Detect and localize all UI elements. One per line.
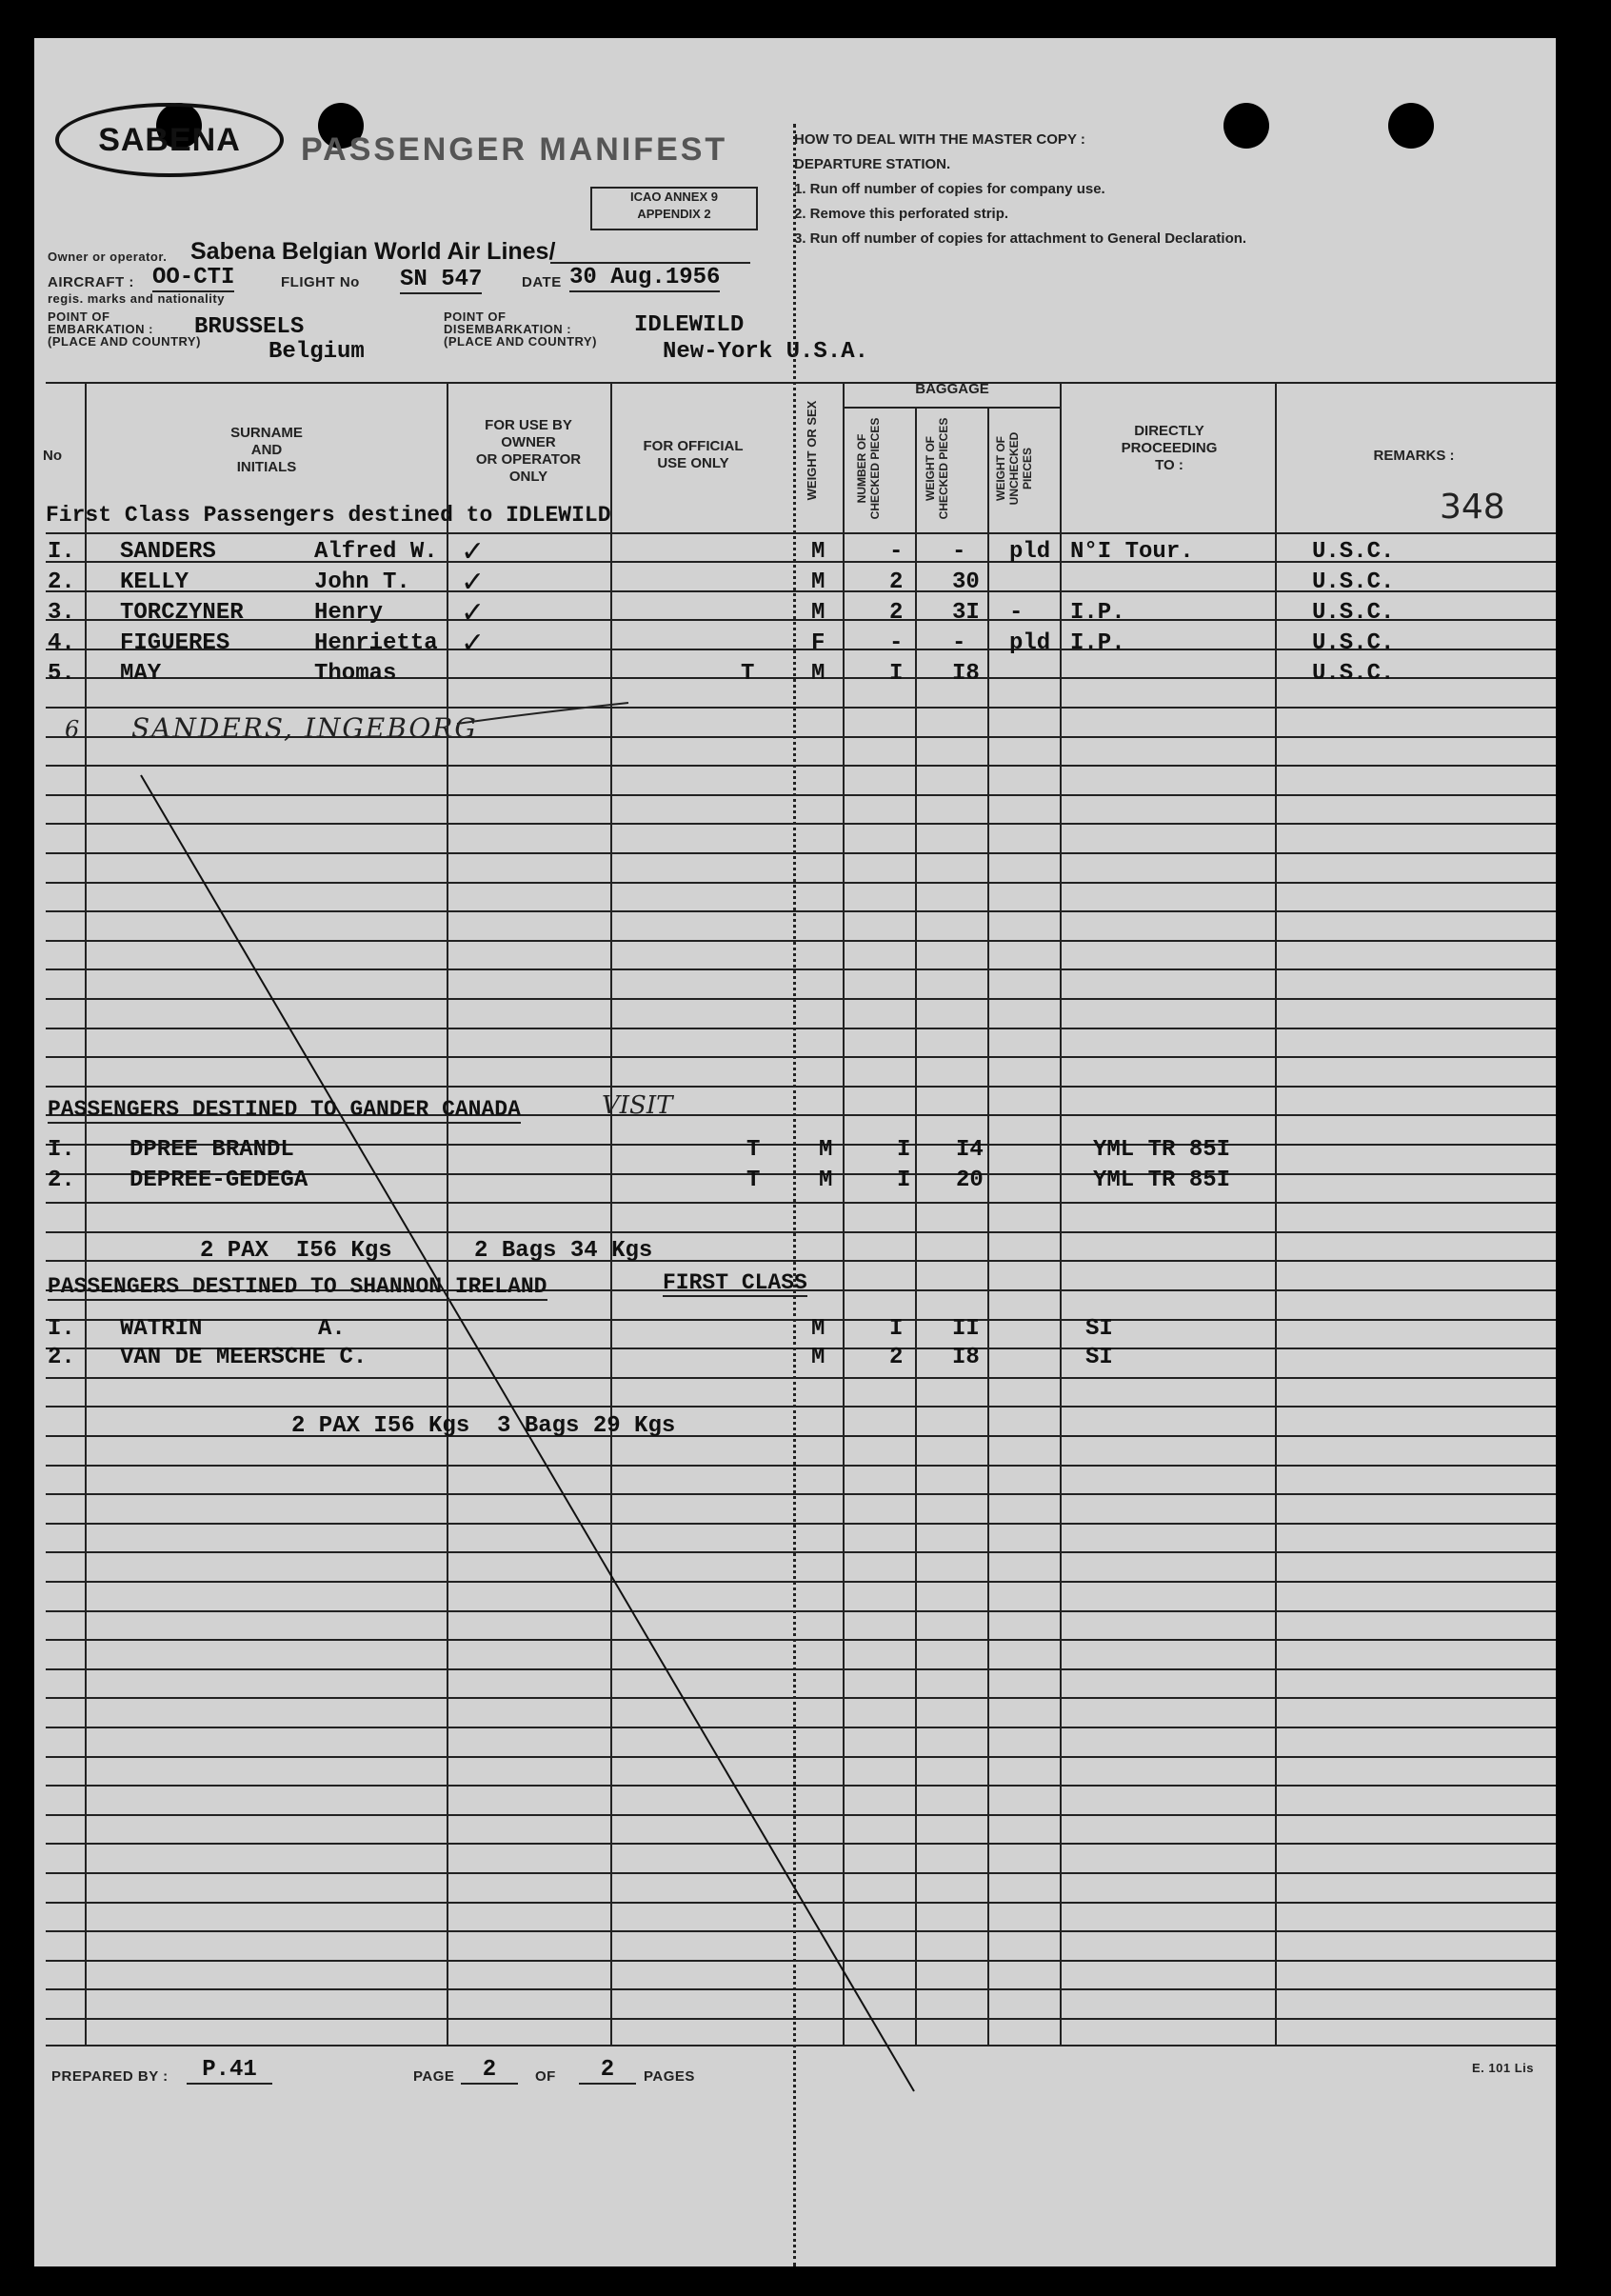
embark-label-line: EMBARKATION : (48, 322, 153, 336)
hdr-line: AND (250, 442, 283, 458)
aircraft-sub: regis. marks and nationality (48, 291, 225, 306)
pages-label: PAGES (644, 2068, 695, 2085)
section1-title: First Class Passengers destined to IDLEWILD (46, 503, 611, 528)
row-number: I. (48, 539, 75, 565)
embark-label-line: POINT OF (48, 309, 110, 324)
form-code: E. 101 Lis (1472, 2061, 1534, 2075)
passenger-initials: Henrietta (314, 630, 438, 656)
hdr-line: USE ONLY (657, 455, 729, 471)
checked-weight: - (952, 630, 966, 656)
instructions-title: HOW TO DEAL WITH THE MASTER COPY : (794, 131, 1085, 148)
embark-country: Belgium (268, 339, 365, 365)
passenger-surname: KELLY (120, 569, 189, 595)
section2-hand-note: VISIT (602, 1091, 673, 1120)
of-value: 2 (579, 2057, 636, 2085)
handwritten-page-number: 348 (1440, 488, 1505, 527)
disembark-country: New-York U.S.A. (663, 339, 869, 365)
hdr-line: FOR OFFICIAL (643, 438, 744, 454)
passenger-sex: M (811, 661, 825, 687)
owner-value: Sabena Belgian World Air Lines/ (190, 238, 556, 265)
passenger-surname: MAY (120, 661, 162, 687)
owner-check-mark: ✓ (461, 566, 486, 599)
flight-label: FLIGHT No (281, 274, 360, 290)
proceeding-to: YML TR 85I (1093, 1168, 1231, 1193)
disembark-label-line: POINT OF (444, 309, 507, 324)
checked-weight: I8 (952, 661, 980, 687)
owner-label: Owner or operator. (48, 250, 168, 264)
hand-row-no: 6 (65, 716, 80, 743)
remarks: U.S.C. (1312, 600, 1395, 626)
passenger-surname: WATRIN (120, 1316, 203, 1342)
embark-label-line: (PLACE AND COUNTRY) (48, 334, 201, 349)
hdr-line: ONLY (508, 469, 548, 485)
checked-weight: I4 (956, 1137, 984, 1163)
checked-weight: II (952, 1316, 980, 1342)
row-number: 2. (48, 1168, 75, 1193)
row-number: 3. (48, 600, 75, 626)
passenger-initials: Alfred W. (314, 539, 438, 565)
passenger-sex: M (811, 569, 825, 595)
hdr-line: TO : (1155, 457, 1183, 473)
section2-summary: 2 PAX I56 Kgs 2 Bags 34 Kgs (200, 1238, 653, 1264)
proceeding-to: SI (1085, 1345, 1113, 1370)
proceeding-to: SI (1085, 1316, 1113, 1342)
checked-pieces: - (889, 539, 904, 565)
hdr-line: FOR USE BY (485, 417, 572, 433)
passenger-surname: TORCZYNER (120, 600, 244, 626)
aircraft-label: AIRCRAFT : (48, 274, 134, 290)
passenger-name: DPREE BRANDL (129, 1137, 294, 1163)
instruction-2: 2. Remove this perforated strip. (794, 206, 1009, 222)
date-value: 30 Aug.1956 (569, 265, 721, 290)
checked-weight: 30 (952, 569, 980, 595)
checked-weight: I8 (952, 1345, 980, 1370)
disembark-city: IDLEWILD (634, 312, 745, 338)
checked-weight: - (952, 539, 966, 565)
of-label: OF (535, 2068, 556, 2085)
col-wt-unchecked-header: WEIGHT OF UNCHECKED PIECES (994, 431, 1034, 506)
col-num-checked-header: NUMBER OF CHECKED PIECES (855, 417, 882, 520)
date-label: DATE (522, 274, 562, 290)
aircraft-value: OO-CTI (152, 265, 235, 290)
instruction-1: 1. Run off number of copies for company use. (794, 181, 1105, 197)
passenger-sex: M (819, 1168, 833, 1193)
hdr-line: OWNER (501, 434, 556, 450)
remarks: U.S.C. (1312, 569, 1395, 595)
proceeding-to: I.P. (1070, 600, 1125, 626)
baggage-header: BAGGAGE (915, 381, 989, 397)
official-use-mark: T (741, 661, 755, 687)
checked-pieces: 2 (889, 600, 904, 626)
passenger-sex: F (811, 630, 825, 656)
row-number: 5. (48, 661, 75, 687)
proceeding-to: N°I Tour. (1070, 539, 1194, 565)
passenger-sex: M (811, 600, 825, 626)
passenger-sex: M (819, 1137, 833, 1163)
disembark-label-line: (PLACE AND COUNTRY) (444, 334, 597, 349)
page-label: PAGE (413, 2068, 455, 2085)
checked-pieces: 2 (889, 569, 904, 595)
hdr-line: PROCEEDING (1121, 440, 1218, 456)
passenger-initials: Thomas (314, 661, 397, 687)
passenger-surname: SANDERS (120, 539, 216, 565)
col-no-header: No (43, 448, 62, 464)
embark-city: BRUSSELS (194, 314, 305, 340)
handwritten-strike (448, 686, 638, 743)
unchecked-weight: pld (1009, 539, 1051, 565)
owner-check-mark: ✓ (461, 596, 486, 629)
page-value: 2 (461, 2057, 518, 2085)
passenger-sex: M (811, 1316, 825, 1342)
passenger-sex: M (811, 1345, 825, 1370)
col-sex-header: WEIGHT OR SEX (805, 400, 819, 501)
row-number: I. (48, 1137, 75, 1163)
flight-value: SN 547 (400, 267, 483, 292)
hdr-line: INITIALS (236, 459, 297, 475)
disembark-label-line: DISEMBARKATION : (444, 322, 572, 336)
annex-line: ICAO ANNEX 9 (630, 190, 718, 204)
row-number: 4. (48, 630, 75, 656)
instructions-sub: DEPARTURE STATION. (794, 156, 951, 172)
row-number: I. (48, 1316, 75, 1342)
passenger-initials: A. (318, 1316, 346, 1342)
section3-title2: FIRST CLASS (663, 1270, 807, 1295)
col-remarks-header: REMARKS : (1373, 448, 1455, 464)
unchecked-weight: - (1009, 600, 1024, 626)
checked-weight: 20 (956, 1168, 984, 1193)
proceeding-to: YML TR 85I (1093, 1137, 1231, 1163)
checked-pieces: I (897, 1168, 911, 1193)
checked-pieces: - (889, 630, 904, 656)
passenger-surname: VAN DE MEERSCHE C. (120, 1345, 368, 1370)
official-use-mark: T (746, 1168, 761, 1193)
passenger-initials: Henry (314, 600, 384, 626)
col-wt-checked-header: WEIGHT OF CHECKED PIECES (924, 417, 950, 520)
section2-title: PASSENGERS DESTINED TO GANDER CANADA (48, 1097, 521, 1122)
hdr-line: SURNAME (230, 425, 303, 441)
remarks: U.S.C. (1312, 539, 1395, 565)
hdr-line: OR OPERATOR (475, 451, 582, 468)
row-number: 2. (48, 569, 75, 595)
official-use-mark: T (746, 1137, 761, 1163)
checked-pieces: 2 (889, 1345, 904, 1370)
annex-line: APPENDIX 2 (637, 207, 711, 221)
checked-pieces: I (897, 1137, 911, 1163)
passenger-name: DEPREE-GEDEGA (129, 1168, 308, 1193)
owner-check-mark: ✓ (461, 627, 486, 660)
passenger-initials: John T. (314, 569, 410, 595)
hand-row-name: SANDERS, INGEBORG (131, 712, 478, 744)
section3-summary: 2 PAX I56 Kgs 3 Bags 29 Kgs (291, 1413, 676, 1439)
owner-check-mark: ✓ (461, 535, 486, 569)
checked-weight: 3I (952, 600, 980, 626)
passenger-surname: FIGUERES (120, 630, 230, 656)
checked-pieces: I (889, 1316, 904, 1342)
remarks: U.S.C. (1312, 630, 1395, 656)
prepared-label: PREPARED BY : (51, 2068, 169, 2085)
sabena-logo: SABENA (55, 103, 284, 177)
hdr-line: DIRECTLY (1134, 423, 1204, 439)
passenger-sex: M (811, 539, 825, 565)
unchecked-weight: pld (1009, 630, 1051, 656)
instruction-3: 3. Run off number of copies for attachment to General Declaration. (794, 230, 1247, 247)
proceeding-to: I.P. (1070, 630, 1125, 656)
prepared-value: P.41 (187, 2057, 272, 2085)
checked-pieces: I (889, 661, 904, 687)
row-number: 2. (48, 1345, 75, 1370)
form-title: PASSENGER MANIFEST (301, 131, 728, 168)
section3-title: PASSENGERS DESTINED TO SHANNON IRELAND (48, 1274, 547, 1299)
remarks: U.S.C. (1312, 661, 1395, 687)
